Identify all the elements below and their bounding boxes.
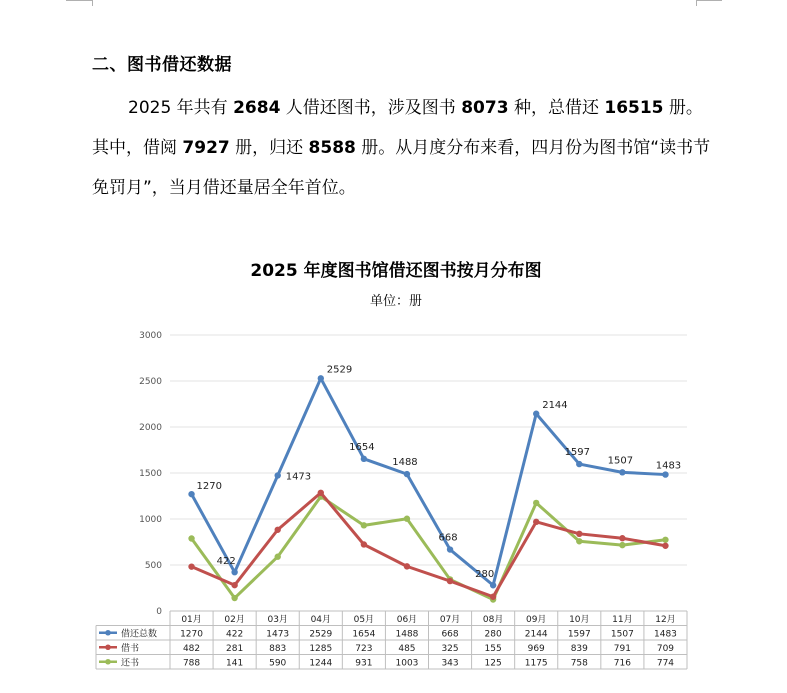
x-category-label: 01月 <box>181 614 202 625</box>
data-point <box>447 546 453 552</box>
table-cell-value: 1244 <box>309 658 333 669</box>
data-label: 668 <box>438 532 458 544</box>
data-point <box>490 582 496 588</box>
legend-series-name: 借书 <box>121 643 140 654</box>
data-point <box>447 578 453 584</box>
table-cell-value: 343 <box>441 658 459 669</box>
table-cell-value: 1003 <box>395 658 419 669</box>
table-cell-value: 281 <box>226 643 244 654</box>
data-table <box>96 611 687 669</box>
table-cell-value: 1507 <box>610 629 634 640</box>
table-cell-value: 774 <box>656 658 675 669</box>
table-cell-value: 1597 <box>567 629 591 640</box>
y-tick-label: 2500 <box>139 377 162 387</box>
data-point <box>533 519 539 525</box>
legend-series-name: 借还总数 <box>121 629 158 640</box>
table-cell-value: 883 <box>269 643 287 654</box>
y-tick-label: 3000 <box>139 331 162 341</box>
data-point <box>188 491 194 497</box>
data-point <box>619 469 625 475</box>
data-label: 1507 <box>607 455 634 467</box>
data-point <box>619 535 625 541</box>
table-cell-value: 709 <box>656 643 675 654</box>
x-category-label: 03月 <box>267 614 288 625</box>
table-cell-value: 280 <box>484 629 502 640</box>
x-category-label: 10月 <box>569 614 590 625</box>
table-cell-value: 155 <box>484 643 502 654</box>
stat-borrow: 7927 <box>182 138 230 158</box>
data-point <box>361 456 367 462</box>
table-cell-value: 482 <box>182 643 201 654</box>
data-label: 280 <box>475 569 495 581</box>
data-point <box>361 541 367 547</box>
table-cell-value: 723 <box>355 643 373 654</box>
data-label: 1473 <box>285 471 312 483</box>
data-label: 1654 <box>349 441 375 453</box>
data-point <box>619 542 625 548</box>
stat-books: 8073 <box>461 98 509 118</box>
stat-total: 16515 <box>604 98 664 118</box>
para-text: 种，总借还 <box>508 98 605 118</box>
x-category-label: 06月 <box>396 614 418 625</box>
legend-swatch-marker <box>105 659 111 665</box>
data-label: 2144 <box>542 399 568 411</box>
table-cell-value: 125 <box>484 658 502 669</box>
table-cell-value: 716 <box>613 658 631 669</box>
data-labels <box>197 364 682 580</box>
data-point <box>576 538 582 544</box>
data-point <box>231 595 237 601</box>
table-cell-value: 422 <box>226 629 244 640</box>
y-axis <box>139 331 162 617</box>
data-point <box>318 375 324 381</box>
legend-series-name: 还书 <box>121 658 140 669</box>
table-cell-value: 931 <box>355 658 373 669</box>
x-category-label: 04月 <box>310 614 332 625</box>
table-cell-value: 141 <box>226 658 244 669</box>
data-point <box>533 500 539 506</box>
data-point <box>404 471 410 477</box>
x-category-label: 09月 <box>525 614 547 625</box>
stat-readers: 2684 <box>233 98 281 118</box>
table-cell-value: 1488 <box>395 629 419 640</box>
series-line <box>192 378 666 585</box>
table-cell-value: 590 <box>269 658 287 669</box>
data-point <box>275 472 281 478</box>
data-point <box>662 471 668 477</box>
y-tick-label: 0 <box>156 607 162 617</box>
y-tick-label: 1500 <box>139 469 162 479</box>
section-heading: 二、图书借还数据 <box>92 55 232 75</box>
data-point <box>361 522 367 528</box>
data-point <box>662 537 668 543</box>
data-point <box>188 563 194 569</box>
data-label: 2529 <box>326 364 353 376</box>
table-cell-value: 1654 <box>352 629 376 640</box>
x-category-label: 08月 <box>482 614 504 625</box>
table-cell-value: 1175 <box>524 658 548 669</box>
table-cell-value: 758 <box>570 658 588 669</box>
table-cell-value: 839 <box>570 643 588 654</box>
data-point <box>231 569 237 575</box>
table-cell-value: 485 <box>398 643 416 654</box>
table-cell-value: 668 <box>441 629 459 640</box>
data-point <box>231 582 237 588</box>
x-category-label: 05月 <box>353 614 375 625</box>
data-point <box>533 411 539 417</box>
table-cell-value: 1270 <box>180 629 203 640</box>
data-label: 1270 <box>196 481 222 493</box>
para-text: 册。从月度分布来看，四月份为图书馆“读书节免罚月”，当月借还量居全年首位。 <box>92 138 711 198</box>
table-cell-value: 788 <box>182 658 201 669</box>
data-point <box>404 563 410 569</box>
data-label: 1488 <box>392 457 418 469</box>
legend-swatch-marker <box>105 644 111 650</box>
para-text: 人借还图书，涉及图书 <box>280 98 462 118</box>
table-cell-value: 2529 <box>309 629 333 640</box>
data-point <box>576 461 582 467</box>
data-point <box>275 527 281 533</box>
para-text: 册，归还 <box>229 138 309 158</box>
legend-swatch-marker <box>105 630 111 636</box>
x-category-label: 12月 <box>655 614 676 625</box>
data-label: 1597 <box>564 447 591 459</box>
x-category-label: 11月 <box>612 614 633 625</box>
data-point <box>318 490 324 496</box>
para-text: 2025 年共有 <box>128 98 234 118</box>
para-text: 册。其中，借阅 <box>92 98 703 158</box>
data-point <box>188 535 194 541</box>
stat-returns: 8588 <box>308 138 356 158</box>
x-category-label: 07月 <box>439 614 461 625</box>
chart-subtitle: 单位：册 <box>369 294 423 309</box>
data-label: 422 <box>216 556 236 568</box>
table-cell-value: 325 <box>441 643 459 654</box>
y-tick-label: 500 <box>144 561 162 571</box>
table-cell-value: 1473 <box>266 629 290 640</box>
x-category-label: 02月 <box>224 614 245 625</box>
series-lines <box>188 375 668 603</box>
table-cell-value: 1285 <box>309 643 333 654</box>
data-point <box>275 554 281 560</box>
data-point <box>662 543 668 549</box>
table-cell-value: 791 <box>613 643 631 654</box>
data-point <box>404 516 410 522</box>
y-tick-label: 2000 <box>139 423 162 433</box>
table-cell-value: 1483 <box>654 629 677 640</box>
table-cell-value: 969 <box>527 643 545 654</box>
data-point <box>490 594 496 600</box>
chart-title: 2025 年度图书馆借还图书按月分布图 <box>250 261 542 281</box>
data-point <box>576 531 582 537</box>
data-label: 1483 <box>655 460 682 472</box>
table-cell-value: 2144 <box>524 629 548 640</box>
y-tick-label: 1000 <box>139 515 162 525</box>
